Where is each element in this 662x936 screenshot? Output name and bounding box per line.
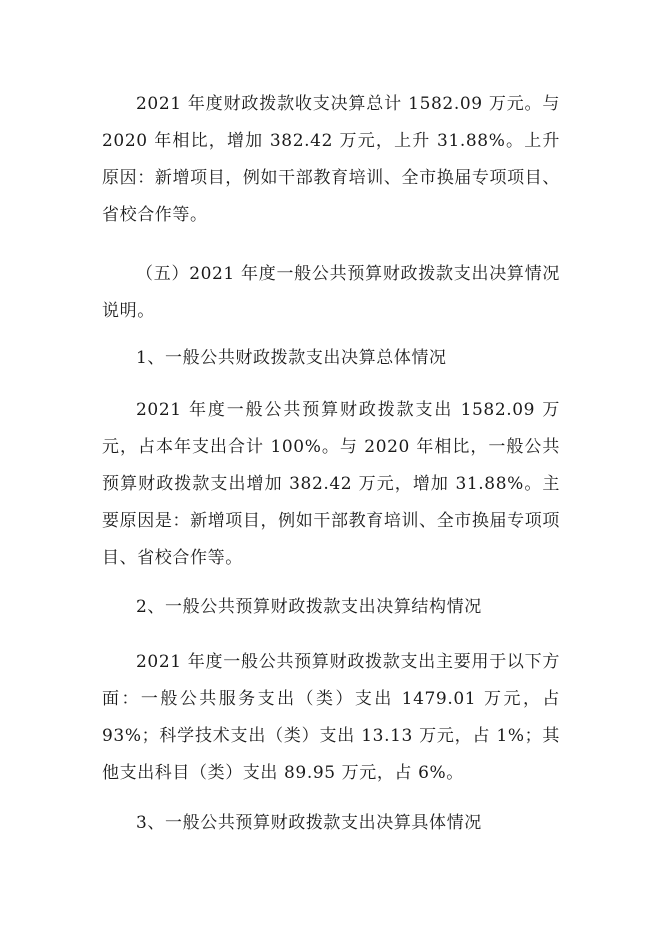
subheading-overall: 1、一般公共财政拨款支出决算总体情况	[136, 348, 447, 368]
section-heading-five: （五）2021 年度一般公共预算财政拨款支出决算情况说明。	[102, 264, 560, 321]
paragraph-total-summary: 2021 年度财政拨款收支决算总计 1582.09 万元。与 2020 年相比，增加 382.42 万元，上升 31.88%。上升原因：新增项目，例如干部教育培训、全市换届专项项目、省校合作等。	[102, 94, 560, 225]
paragraph-structure-details: 2021 年度一般公共预算财政拨款支出主要用于以下方面：一般公共服务支出（类）支出 1479.01 万元，占 93%；科学技术支出（类）支出 13.13 万元，占 1%；其他支出科目（类）支出 89.95 万元，占 6%。	[102, 652, 560, 783]
subheading-specific: 3、一般公共预算财政拨款支出决算具体情况	[136, 813, 482, 833]
subheading-structure: 2、一般公共预算财政拨款支出决算结构情况	[136, 597, 482, 617]
paragraph-overall-expenditure: 2021 年度一般公共预算财政拨款支出 1582.09 万元，占本年支出合计 100%。与 2020 年相比，一般公共预算财政拨款支出增加 382.42 万元，增加 31.88%。主要原因是：新增项目，例如干部教育培训、全市换届专项项目、省校合作等。	[102, 400, 560, 568]
